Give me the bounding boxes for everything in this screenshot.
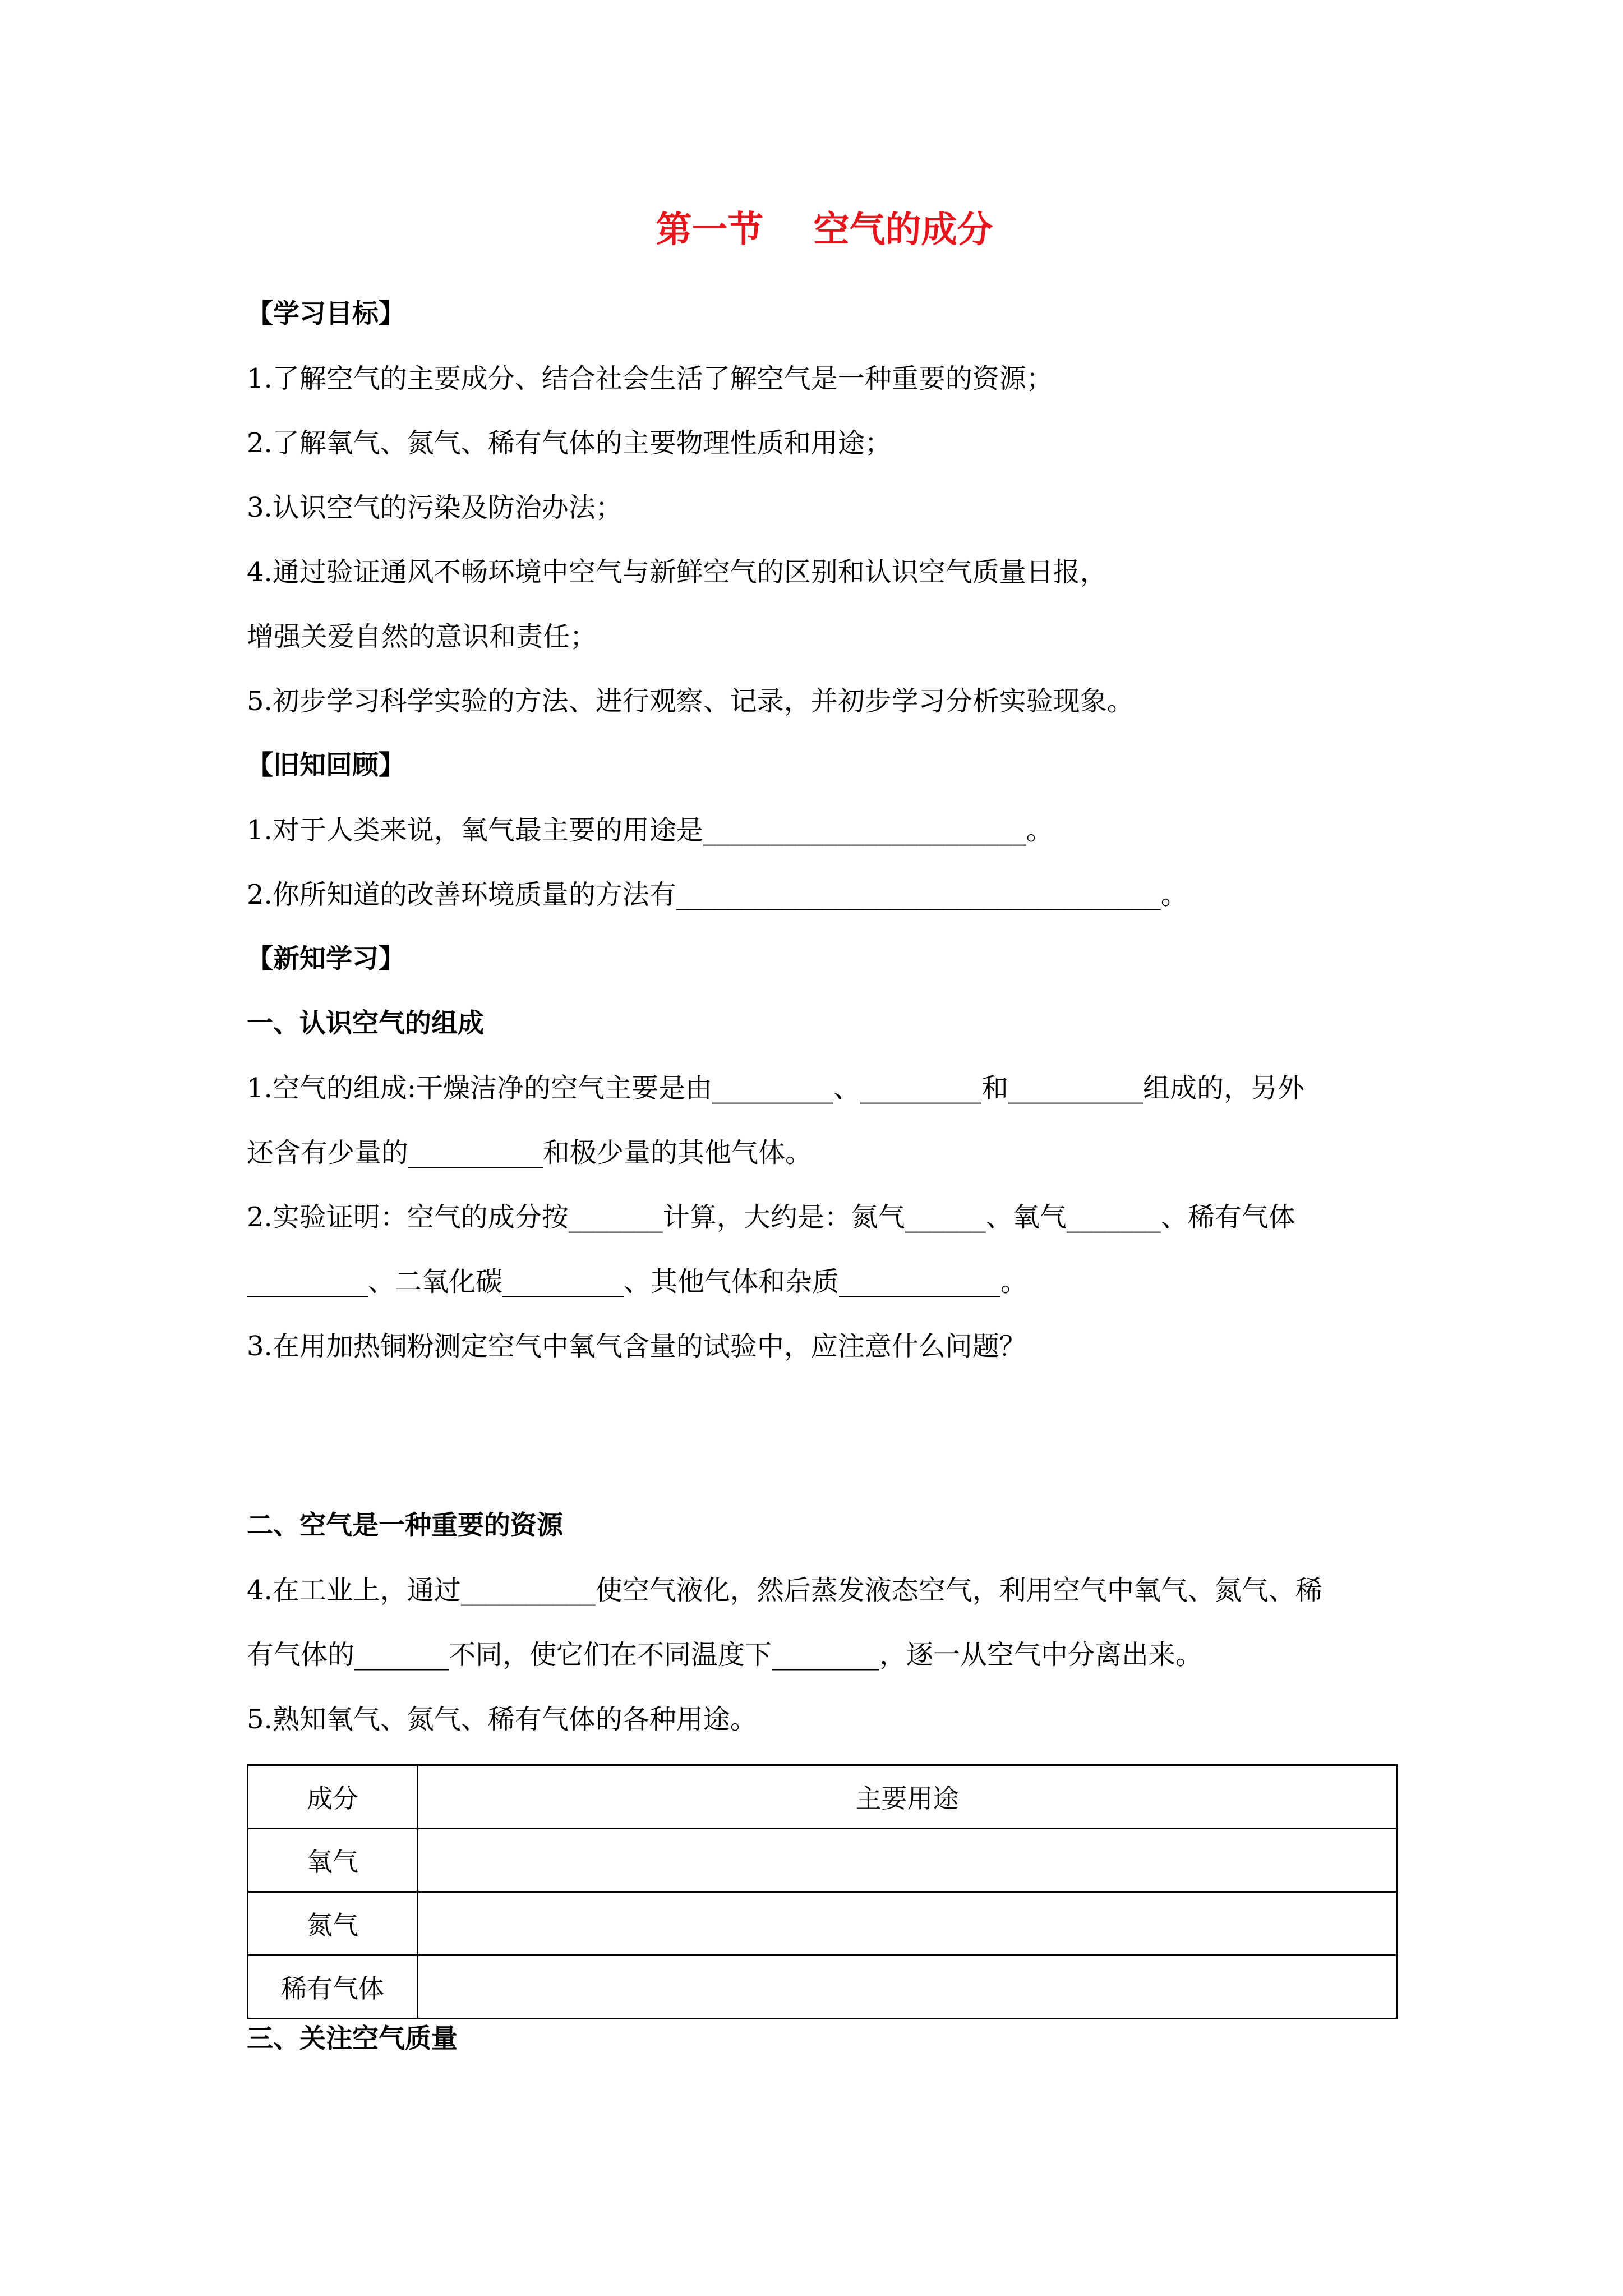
new-learning-heading: 【新知学习】 [247,944,405,974]
table-cell-uses [418,1892,1397,1955]
table-cell-uses [418,1829,1397,1892]
section1-line-3: 2.实验证明：空气的成分按_______计算，大约是：氮气______、氧气_______、稀有气体 [247,1202,1295,1233]
objective-item-1: 1.了解空气的主要成分、结合社会生活了解空气是一种重要的资源； [247,363,1053,394]
section1-line-2: 还含有少量的__________和极少量的其他气体。 [247,1137,813,1168]
table-cell-component: 氮气 [248,1892,418,1955]
section2-line-3: 5.熟知氧气、氮气、稀有气体的各种用途。 [247,1704,757,1735]
objective-item-3: 3.认识空气的污染及防治办法； [247,492,623,523]
section1-heading: 一、认识空气的组成 [247,1008,484,1039]
table-row [248,1955,1397,2019]
objective-item-5: 5.初步学习科学实验的方法、进行观察、记录，并初步学习分析实验现象。 [247,685,1134,717]
section2-line-2: 有气体的_______不同，使它们在不同温度下________，逐一从空气中分离出来。 [247,1639,1203,1671]
review-heading: 【旧知回顾】 [247,750,405,781]
review-item-1: 1.对于人类来说，氧气最主要的用途是________________________。 [247,815,1053,846]
section3-heading: 三、关注空气质量 [247,2023,458,2054]
section2-heading: 二、空气是一种重要的资源 [247,1510,563,1541]
table-header-row [248,1765,1397,1829]
section2-line-1: 4.在工业上，通过__________使空气液化，然后蒸发液态空气，利用空气中氧气、氮气、稀 [247,1575,1322,1606]
section1-line-5: 3.在用加热铜粉测定空气中氧气含量的试验中，应注意什么问题？ [247,1331,1026,1362]
gas-uses-table [247,1764,1398,2019]
section1-line-1: 1.空气的组成:干燥洁净的空气主要是由_________、_________和__________组成的，另外 [247,1073,1304,1104]
objective-item-4-cont: 增强关爱自然的意识和责任； [247,621,597,652]
table-cell-uses [418,1955,1397,2019]
table-cell-component: 氧气 [248,1829,418,1892]
table-row [248,1892,1397,1955]
section1-line-4: _________、二氧化碳_________、其他气体和杂质____________。 [247,1266,1028,1297]
objectives-heading: 【学习目标】 [247,298,405,329]
page-title: 第一节 空气的成分 [656,209,993,251]
table-header-cell: 主要用途 [418,1765,1397,1829]
objective-item-2: 2.了解氧气、氮气、稀有气体的主要物理性质和用途； [247,427,892,459]
review-item-2: 2.你所知道的改善环境质量的方法有____________________________________。 [247,879,1188,910]
table-cell-component: 稀有气体 [248,1955,418,2019]
table-row [248,1829,1397,1892]
table-header-cell: 成分 [248,1765,418,1829]
objective-item-4: 4.通过验证通风不畅环境中空气与新鲜空气的区别和认识空气质量日报， [247,556,1107,588]
